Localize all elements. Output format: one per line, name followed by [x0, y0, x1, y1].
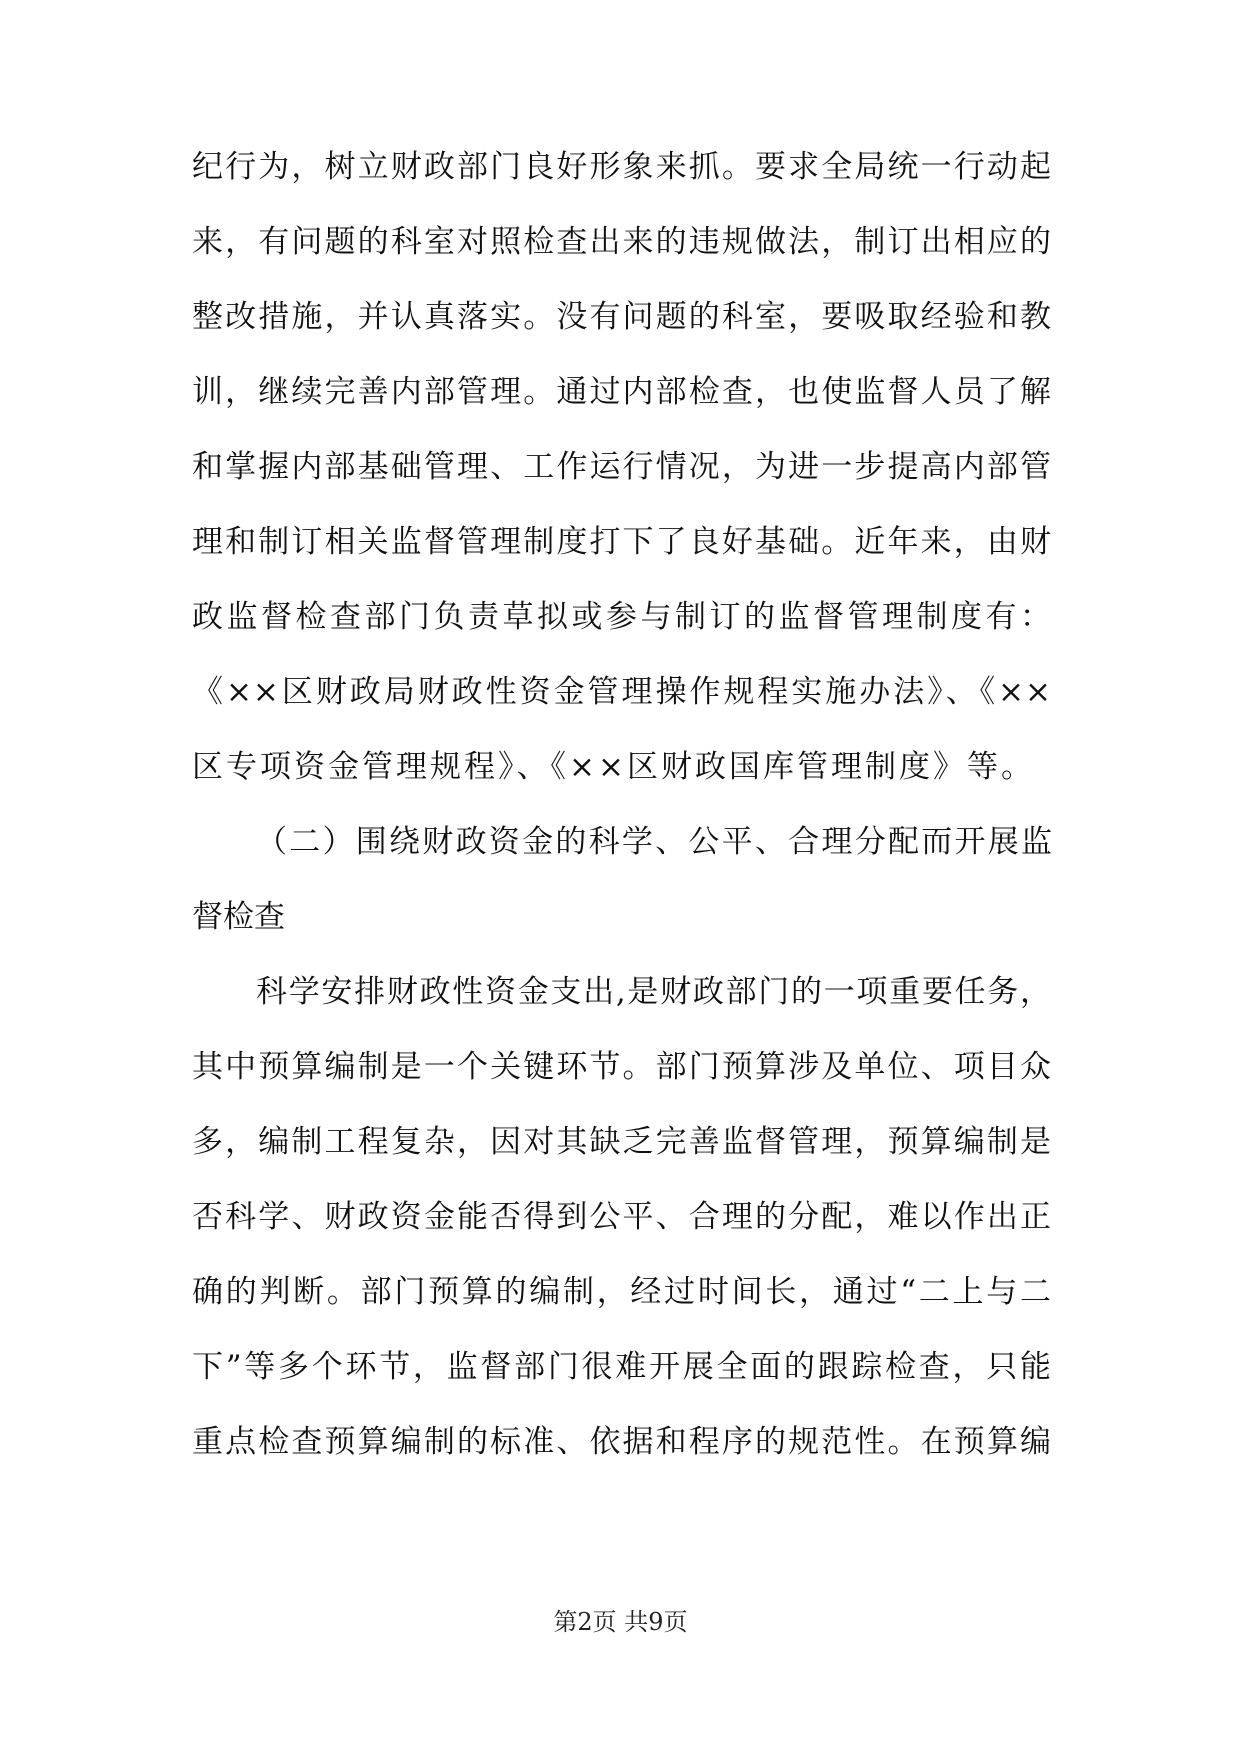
- paragraph-line: 政监督检查部门负责草拟或参与制订的监督管理制度有：: [192, 599, 1052, 635]
- paragraph-line: 和掌握内部基础管理、工作运行情况，为进一步提高内部管: [192, 449, 1052, 485]
- paragraph-line: 整改措施，并认真落实。没有问题的科室，要吸取经验和教: [192, 299, 1052, 335]
- paragraph-line: 否科学、财政资金能否得到公平、合理的分配，难以作出正: [192, 1199, 1052, 1235]
- section-heading-continued: 督检查: [192, 899, 285, 935]
- paragraph-line: 理和制订相关监督管理制度打下了良好基础。近年来，由财: [192, 524, 1052, 560]
- paragraph-line: 《××区财政局财政性资金管理操作规程实施办法》、《××: [192, 674, 1052, 710]
- paragraph-line: 多，编制工程复杂，因对其缺乏完善监督管理，预算编制是: [192, 1124, 1052, 1160]
- paragraph-line: 来，有问题的科室对照检查出来的违规做法，制订出相应的: [192, 224, 1052, 260]
- paragraph-line: 下”等多个环节，监督部门很难开展全面的跟踪检查，只能: [192, 1349, 1052, 1385]
- paragraph-line: 确的判断。部门预算的编制，经过时间长，通过“二上与二: [192, 1274, 1052, 1310]
- paragraph-line: 区专项资金管理规程》、《××区财政国库管理制度》等。: [192, 749, 1035, 785]
- paragraph-line: 重点检查预算编制的标准、依据和程序的规范性。在预算编: [192, 1424, 1052, 1460]
- section-heading: （二）围绕财政资金的科学、公平、合理分配而开展监: [256, 824, 1052, 860]
- page-number-footer: 第2页 共9页: [553, 1608, 688, 1636]
- paragraph-line: 纪行为，树立财政部门良好形象来抓。要求全局统一行动起: [192, 149, 1052, 185]
- paragraph-line: 训，继续完善内部管理。通过内部检查，也使监督人员了解: [192, 374, 1052, 410]
- paragraph-line: 科学安排财政性资金支出,是财政部门的一项重要任务，: [256, 974, 1052, 1010]
- paragraph-line: 其中预算编制是一个关键环节。部门预算涉及单位、项目众: [192, 1049, 1052, 1085]
